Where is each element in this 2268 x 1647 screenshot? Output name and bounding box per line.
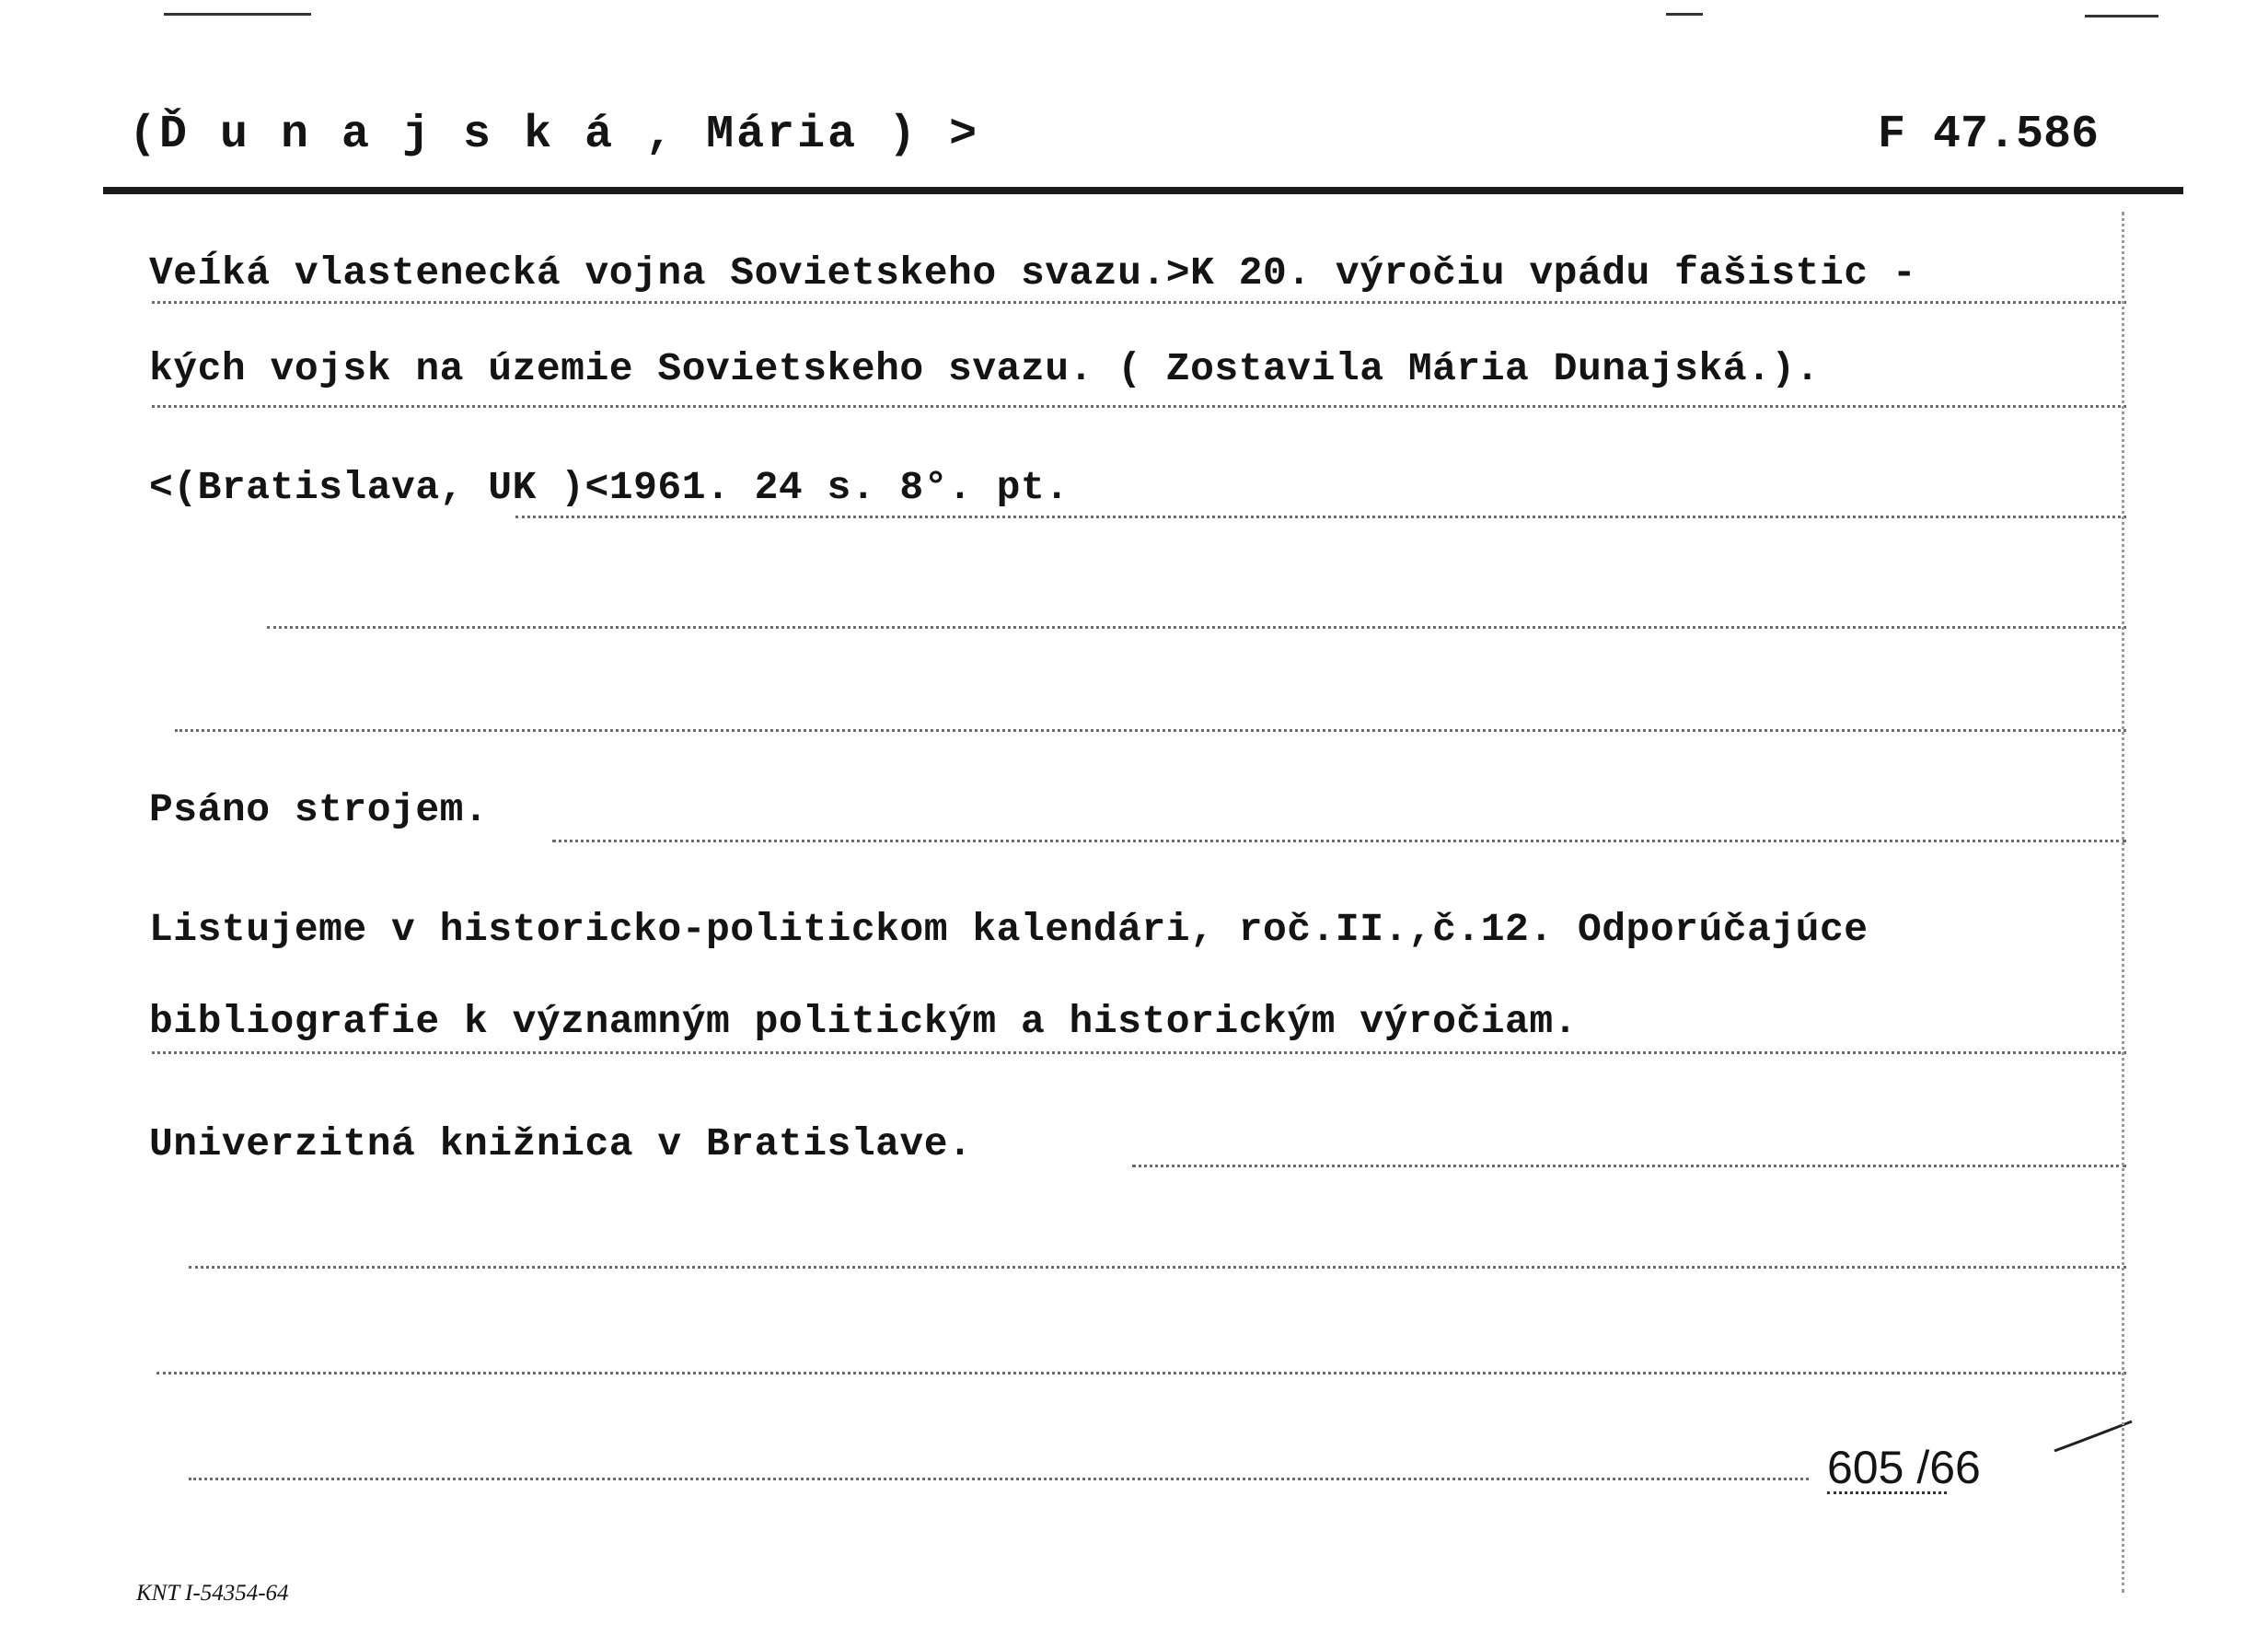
ruled-line bbox=[152, 301, 2126, 304]
ruled-line bbox=[552, 840, 2126, 842]
header-rule bbox=[103, 187, 2183, 194]
top-dash-mark bbox=[2085, 15, 2158, 17]
top-dash-mark bbox=[1666, 13, 1703, 16]
title-line-1: Veĺká vlastenecká vojna Sovietskeho svazu.>K 20. výročiu vpádu fašistic - bbox=[149, 250, 1917, 296]
call-number: F 47.586 bbox=[1878, 109, 2100, 161]
top-dash-mark bbox=[164, 13, 311, 16]
author-heading: (Ď u n a j s k á , Mária ) > bbox=[129, 109, 980, 161]
accession-number: 605 /66 bbox=[1827, 1442, 1981, 1493]
ruled-line bbox=[152, 405, 2126, 408]
holding-library: Univerzitná knižnica v Bratislave. bbox=[149, 1121, 973, 1166]
ruled-line bbox=[189, 1478, 1809, 1480]
ruled-line bbox=[156, 1372, 2126, 1374]
ruled-line bbox=[267, 626, 2126, 629]
ruled-line bbox=[189, 1266, 2126, 1269]
imprint-line: <(Bratislava, UK )<1961. 24 s. 8°. pt. bbox=[149, 465, 1070, 510]
accession-underline bbox=[1827, 1491, 1947, 1494]
note-typed: Psáno strojem. bbox=[149, 787, 489, 832]
print-code: KNT I-54354-64 bbox=[136, 1581, 289, 1606]
card-margin-edge bbox=[2122, 212, 2124, 1593]
ruled-line bbox=[515, 516, 2126, 518]
ruled-line bbox=[175, 729, 2126, 732]
title-line-2: kých vojsk na územie Sovietskeho svazu. ( Zostavila Mária Dunajská.). bbox=[149, 346, 1820, 391]
source-line-1: Listujeme v historicko-politickom kalendári, roč.II.,č.12. Odporúčajúce bbox=[149, 907, 1869, 952]
ruled-line bbox=[1132, 1165, 2126, 1167]
source-line-2: bibliografie k významným politickým a historickým výročiam. bbox=[149, 999, 1578, 1044]
ruled-line bbox=[152, 1051, 2126, 1054]
